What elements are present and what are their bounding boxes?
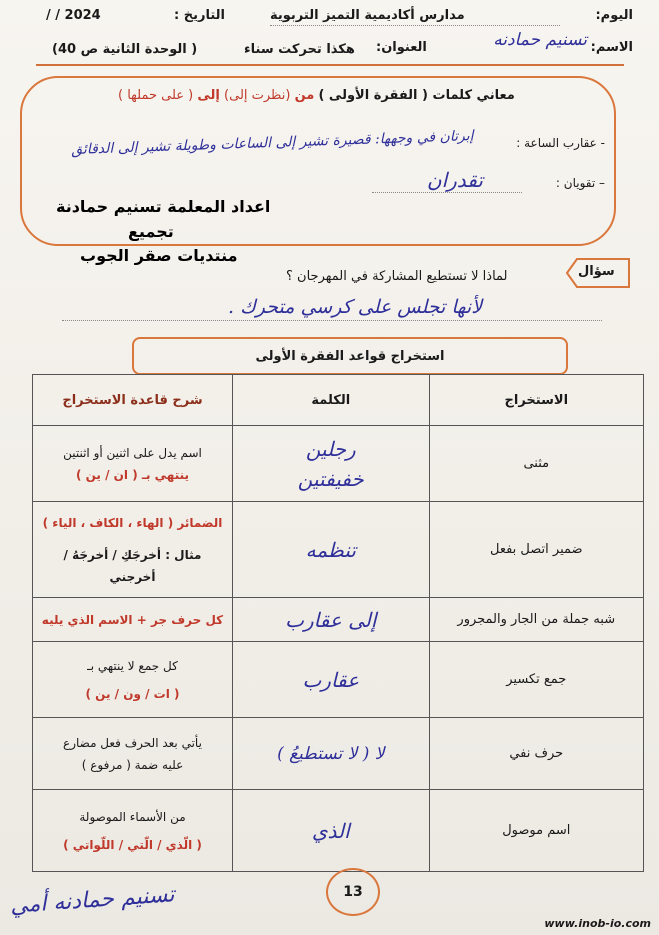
row-type: ضمير اتصل بفعل xyxy=(429,502,643,598)
row-explanation-line: ( الّذي / الّتي / اللّواتي ) xyxy=(63,837,202,852)
meaning-item-1-answer: إبرتان في وجهها: قصيرة تشير إلى الساعات وطويلة تشير إلى الدقائق xyxy=(70,128,474,159)
row-explanation xyxy=(33,642,233,718)
row-explanation-line: اسم يدل على اثنين أو اثنتين xyxy=(63,445,202,460)
school-name: مدارس أكاديمية التميز التربوية xyxy=(270,8,465,23)
meaning-item-2-line xyxy=(372,192,522,193)
question-label: سؤال xyxy=(578,264,615,279)
row-word-text: الذي xyxy=(311,818,350,843)
date-label: التاريخ : xyxy=(174,8,225,23)
row-word-text: إلى عقارب xyxy=(285,607,377,632)
row-type: شبه جملة من الجار والمجرور xyxy=(429,598,643,642)
question-text: لماذا لا تستطيع المشاركة في المهرجان ؟ xyxy=(286,269,508,284)
row-explanation-line: يأتي بعد الحرف فعل مضارع xyxy=(63,735,202,750)
header-divider xyxy=(36,64,624,66)
row-type: حرف نفي xyxy=(429,718,643,790)
header-extraction: الاستخراج xyxy=(429,375,643,426)
site-url: www.inob-io.com xyxy=(544,917,651,930)
date-value: / / 2024 xyxy=(46,8,101,23)
row-word-text: لا ( لا تستطيعُ ) xyxy=(277,743,385,764)
table-row xyxy=(33,642,644,718)
row-explanation-line: ( ات / ون / ين ) xyxy=(85,686,180,701)
row-explanation xyxy=(33,502,233,598)
row-word xyxy=(232,790,429,872)
row-word xyxy=(232,718,429,790)
row-explanation-line: ينتهي بـ ( ان / ين ) xyxy=(75,467,190,482)
watermark-line-2: تجميع xyxy=(128,222,174,241)
table-row xyxy=(33,718,644,790)
row-explanation xyxy=(33,598,233,642)
row-explanation xyxy=(33,426,233,502)
table-row xyxy=(33,790,644,872)
student-name: تسنيم حمادنه xyxy=(493,30,587,50)
table-row xyxy=(33,502,644,598)
lesson-title: هكذا تحركت سناء xyxy=(244,42,355,57)
row-word xyxy=(232,426,429,502)
watermark-line-3: منتديات صقر الجوب xyxy=(80,246,238,265)
row-explanation-line: عليه ضمة ( مرفوع ) xyxy=(81,757,184,772)
meanings-heading-line xyxy=(118,88,515,103)
meaning-item-2-label: – تقويان : xyxy=(555,176,605,190)
row-word xyxy=(232,642,429,718)
row-explanation-line: مثال : أخرجَكِ / أخرجَهُ / أخرجني xyxy=(63,547,202,584)
row-word-text: عقارب xyxy=(302,667,360,692)
meanings-from-value: (نظرت إلى) xyxy=(224,88,291,103)
row-word xyxy=(232,502,429,598)
day-label: اليوم: xyxy=(595,8,633,23)
table-row xyxy=(33,598,644,642)
row-explanation xyxy=(33,718,233,790)
meaning-item-2-answer: تقدران xyxy=(426,168,483,192)
row-word-text: خفيفتين xyxy=(297,466,364,491)
section-title: استخراج قواعد الفقرة الأولى xyxy=(132,337,568,375)
page-number: 13 xyxy=(326,868,380,916)
meanings-to-value: ( على حملها ) xyxy=(118,88,194,103)
meanings-from: من xyxy=(294,88,315,103)
meanings-heading: معاني كلمات ( الفقرة الأولى ) xyxy=(318,88,515,103)
meanings-to: إلى xyxy=(197,88,220,103)
header-explanation: شرح قاعدة الاستخراج xyxy=(33,375,233,426)
row-explanation xyxy=(33,790,233,872)
name-label: الاسم: xyxy=(590,40,633,55)
row-explanation-line: كل حرف جر + الاسم الذي يليه xyxy=(41,612,224,627)
row-type: اسم موصول xyxy=(429,790,643,872)
row-word-text: رجلين xyxy=(305,436,356,461)
row-type: مثنى xyxy=(429,426,643,502)
watermark-line-1: اعداد المعلمة تسنيم حمادنة xyxy=(56,197,271,216)
row-word-text: تنظمه xyxy=(305,537,356,562)
row-explanation-line: من الأسماء الموصولة xyxy=(79,809,186,824)
header-word: الكلمة xyxy=(232,375,429,426)
signature: تسنيم حمادنه أمي xyxy=(9,882,176,919)
table-row xyxy=(33,426,644,502)
unit-label: ( الوحدة الثانية ص 40) xyxy=(52,42,198,57)
meaning-item-1-label: - عقارب الساعة : xyxy=(516,136,605,150)
answer-line xyxy=(62,320,602,321)
lesson-title-label: العنوان: xyxy=(376,40,427,55)
row-explanation-line: كل جمع لا ينتهي بـ xyxy=(87,658,178,673)
rules-table xyxy=(32,374,644,872)
question-answer: لأنها تجلس على كرسي متحرك . xyxy=(228,296,483,318)
row-explanation-line: الضمائر ( الهاء ، الكاف ، الياء ) xyxy=(42,515,223,530)
row-type: جمع تكسير xyxy=(429,642,643,718)
table-header-row xyxy=(33,375,644,426)
school-underline xyxy=(270,25,560,26)
row-word xyxy=(232,598,429,642)
